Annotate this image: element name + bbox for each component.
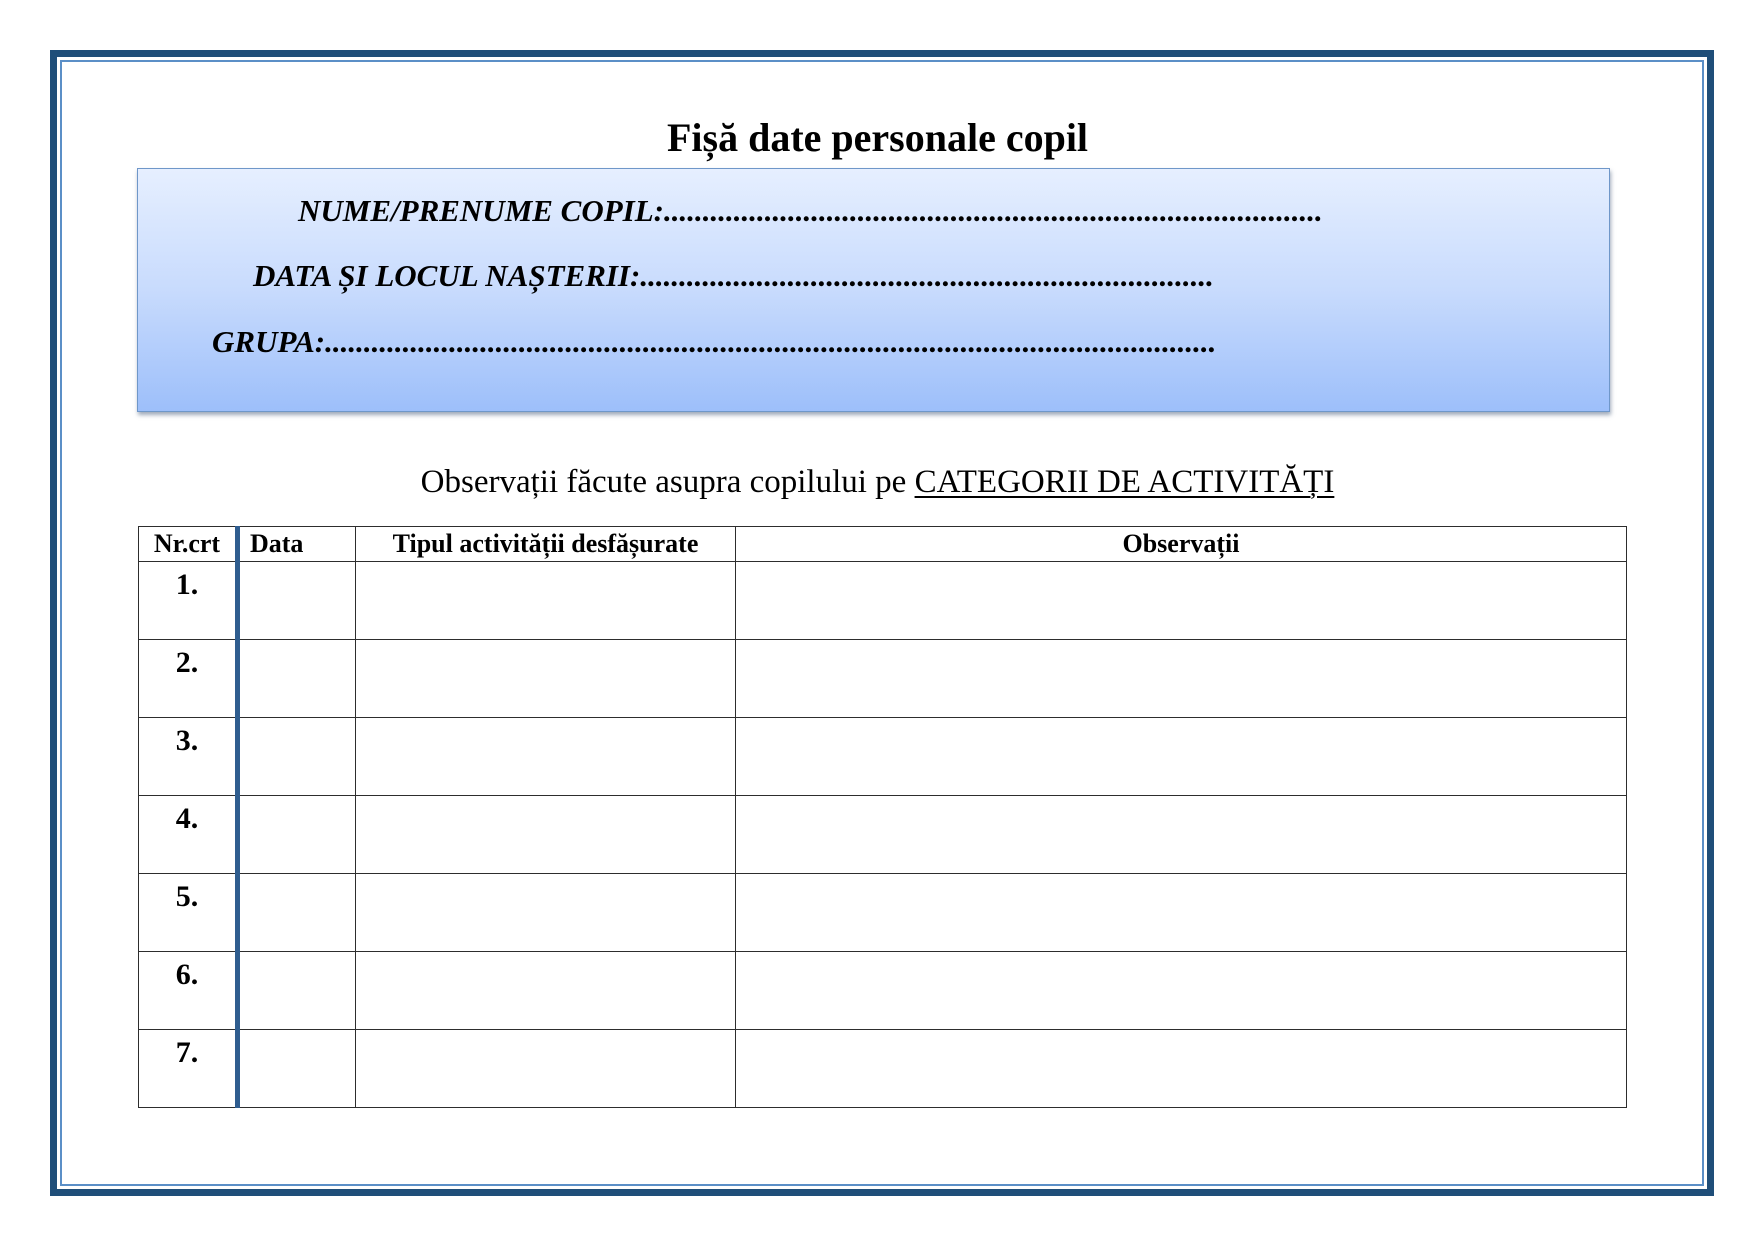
data-cell[interactable] bbox=[238, 1030, 356, 1108]
table-row bbox=[139, 640, 1627, 718]
group-field[interactable]: GRUPA:................................................................................................................... bbox=[212, 324, 1217, 359]
activity-cell[interactable] bbox=[356, 796, 736, 874]
birth-date-place-field[interactable]: DATA ȘI LOCUL NAȘTERII:.......................................................................... bbox=[253, 258, 1214, 293]
table-header-row bbox=[139, 527, 1627, 562]
table-row bbox=[139, 874, 1627, 952]
row-number: 5. bbox=[139, 874, 238, 952]
caption-category: CATEGORII DE ACTIVITĂȚI bbox=[914, 464, 1335, 500]
header-data: Data bbox=[238, 527, 356, 562]
table-row bbox=[139, 796, 1627, 874]
observations-cell[interactable] bbox=[736, 640, 1627, 718]
page-title: Fișă date personale copil bbox=[666, 115, 1089, 160]
activity-cell[interactable] bbox=[356, 874, 736, 952]
observations-cell[interactable] bbox=[736, 796, 1627, 874]
activity-cell[interactable] bbox=[356, 562, 736, 640]
activity-cell[interactable] bbox=[356, 1030, 736, 1108]
row-number: 4. bbox=[139, 796, 238, 874]
row-number: 7. bbox=[139, 1030, 238, 1108]
data-cell[interactable] bbox=[238, 718, 356, 796]
table-row bbox=[139, 1030, 1627, 1108]
observations-cell[interactable] bbox=[736, 1030, 1627, 1108]
header-nr-crt: Nr.crt bbox=[139, 527, 238, 562]
header-observations: Observații bbox=[736, 527, 1627, 562]
table-row bbox=[139, 562, 1627, 640]
table-row bbox=[139, 952, 1627, 1030]
header-activity-type: Tipul activității desfășurate bbox=[356, 527, 736, 562]
row-number: 1. bbox=[139, 562, 238, 640]
data-cell[interactable] bbox=[238, 562, 356, 640]
row-number: 3. bbox=[139, 718, 238, 796]
table-row bbox=[139, 718, 1627, 796]
activity-cell[interactable] bbox=[356, 640, 736, 718]
data-cell[interactable] bbox=[238, 952, 356, 1030]
data-cell[interactable] bbox=[238, 874, 356, 952]
observations-cell[interactable] bbox=[736, 952, 1627, 1030]
personal-info-box bbox=[137, 168, 1610, 412]
observations-cell[interactable] bbox=[736, 562, 1627, 640]
child-name-field[interactable]: NUME/PRENUME COPIL:..................................................................................... bbox=[298, 193, 1323, 228]
activity-cell[interactable] bbox=[356, 952, 736, 1030]
caption-text: Observații făcute asupra copilului pe bbox=[420, 464, 915, 500]
table-caption bbox=[0, 460, 1755, 504]
row-number: 6. bbox=[139, 952, 238, 1030]
data-cell[interactable] bbox=[238, 640, 356, 718]
data-cell[interactable] bbox=[238, 796, 356, 874]
activity-cell[interactable] bbox=[356, 718, 736, 796]
observations-table bbox=[138, 526, 1627, 1108]
row-number: 2. bbox=[139, 640, 238, 718]
observations-cell[interactable] bbox=[736, 874, 1627, 952]
observations-cell[interactable] bbox=[736, 718, 1627, 796]
